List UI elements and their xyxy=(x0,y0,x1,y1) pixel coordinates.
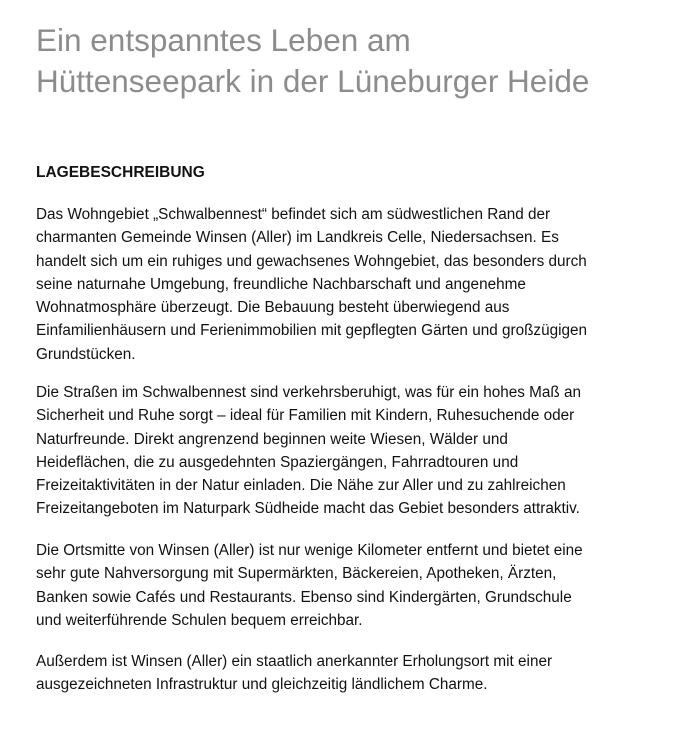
section-heading: LAGEBESCHREIBUNG xyxy=(36,164,205,181)
paragraph-line: und weiterführende Schulen bequem erreichbar. xyxy=(36,611,363,629)
paragraph-line: ausgezeichneten Infrastruktur und gleichzeitig ländlichem Charme. xyxy=(36,676,488,694)
paragraph-line: charmanten Gemeinde Winsen (Aller) im Landkreis Celle, Niedersachsen. Es xyxy=(36,229,559,247)
paragraph-line: Freizeitaktivitäten in der Natur einladen. Die Nähe zur Aller und zu zahlreichen xyxy=(36,477,566,495)
paragraph-line: Banken sowie Cafés und Restaurants. Ebenso sind Kindergärten, Grundschule xyxy=(36,588,572,606)
page-title-line-2: Hüttenseepark in der Lüneburger Heide xyxy=(36,63,590,99)
paragraph-line: seine naturnahe Umgebung, freundliche Nachbarschaft und angenehme xyxy=(36,275,526,293)
paragraph-location-overview xyxy=(36,203,676,366)
paragraph-line: Wohnatmosphäre überzeugt. Die Bebauung besteht überwiegend aus xyxy=(36,299,510,317)
paragraph-line: Heideflächen, die zu ausgedehnten Spaziergängen, Fahrradtouren und xyxy=(36,453,519,471)
page-title xyxy=(36,20,676,102)
paragraph-line: Die Straßen im Schwalbennest sind verkehrsberuhigt, was für ein hohes Maß an xyxy=(36,384,582,401)
paragraph-line: handelt sich um ein ruhiges und gewachsenes Wohngebiet, das besonders durch xyxy=(36,252,587,270)
paragraph-line: Grundstücken. xyxy=(36,345,136,363)
paragraph-town-center xyxy=(36,539,676,632)
paragraph-line: sehr gute Nahversorgung mit Supermärkten, Bäckereien, Apotheken, Ärzten, xyxy=(36,565,557,583)
paragraph-streets-nature xyxy=(36,381,676,521)
page-title-line-1: Ein entspanntes Leben am xyxy=(36,22,411,58)
paragraph-line: Naturfreunde. Direkt angrenzend beginnen weite Wiesen, Wälder und xyxy=(36,430,508,448)
paragraph-recreation-resort xyxy=(36,650,676,697)
paragraph-line: Freizeitangeboten im Naturpark Südheide macht das Gebiet besonders attraktiv. xyxy=(36,500,580,518)
paragraph-line: Außerdem ist Winsen (Aller) ein staatlich anerkannter Erholungsort mit einer xyxy=(36,653,553,670)
paragraph-line: Sicherheit und Ruhe sorgt – ideal für Familien mit Kindern, Ruhesuchende oder xyxy=(36,407,575,425)
paragraph-line: Einfamilienhäusern und Ferienimmobilien mit gepflegten Gärten und großzügigen xyxy=(36,322,588,340)
paragraph-line: Die Ortsmitte von Winsen (Aller) ist nur wenige Kilometer entfernt und bietet eine xyxy=(36,542,583,559)
paragraph-line: Das Wohngebiet „Schwalbennest“ befindet sich am südwestlichen Rand der xyxy=(36,206,551,223)
